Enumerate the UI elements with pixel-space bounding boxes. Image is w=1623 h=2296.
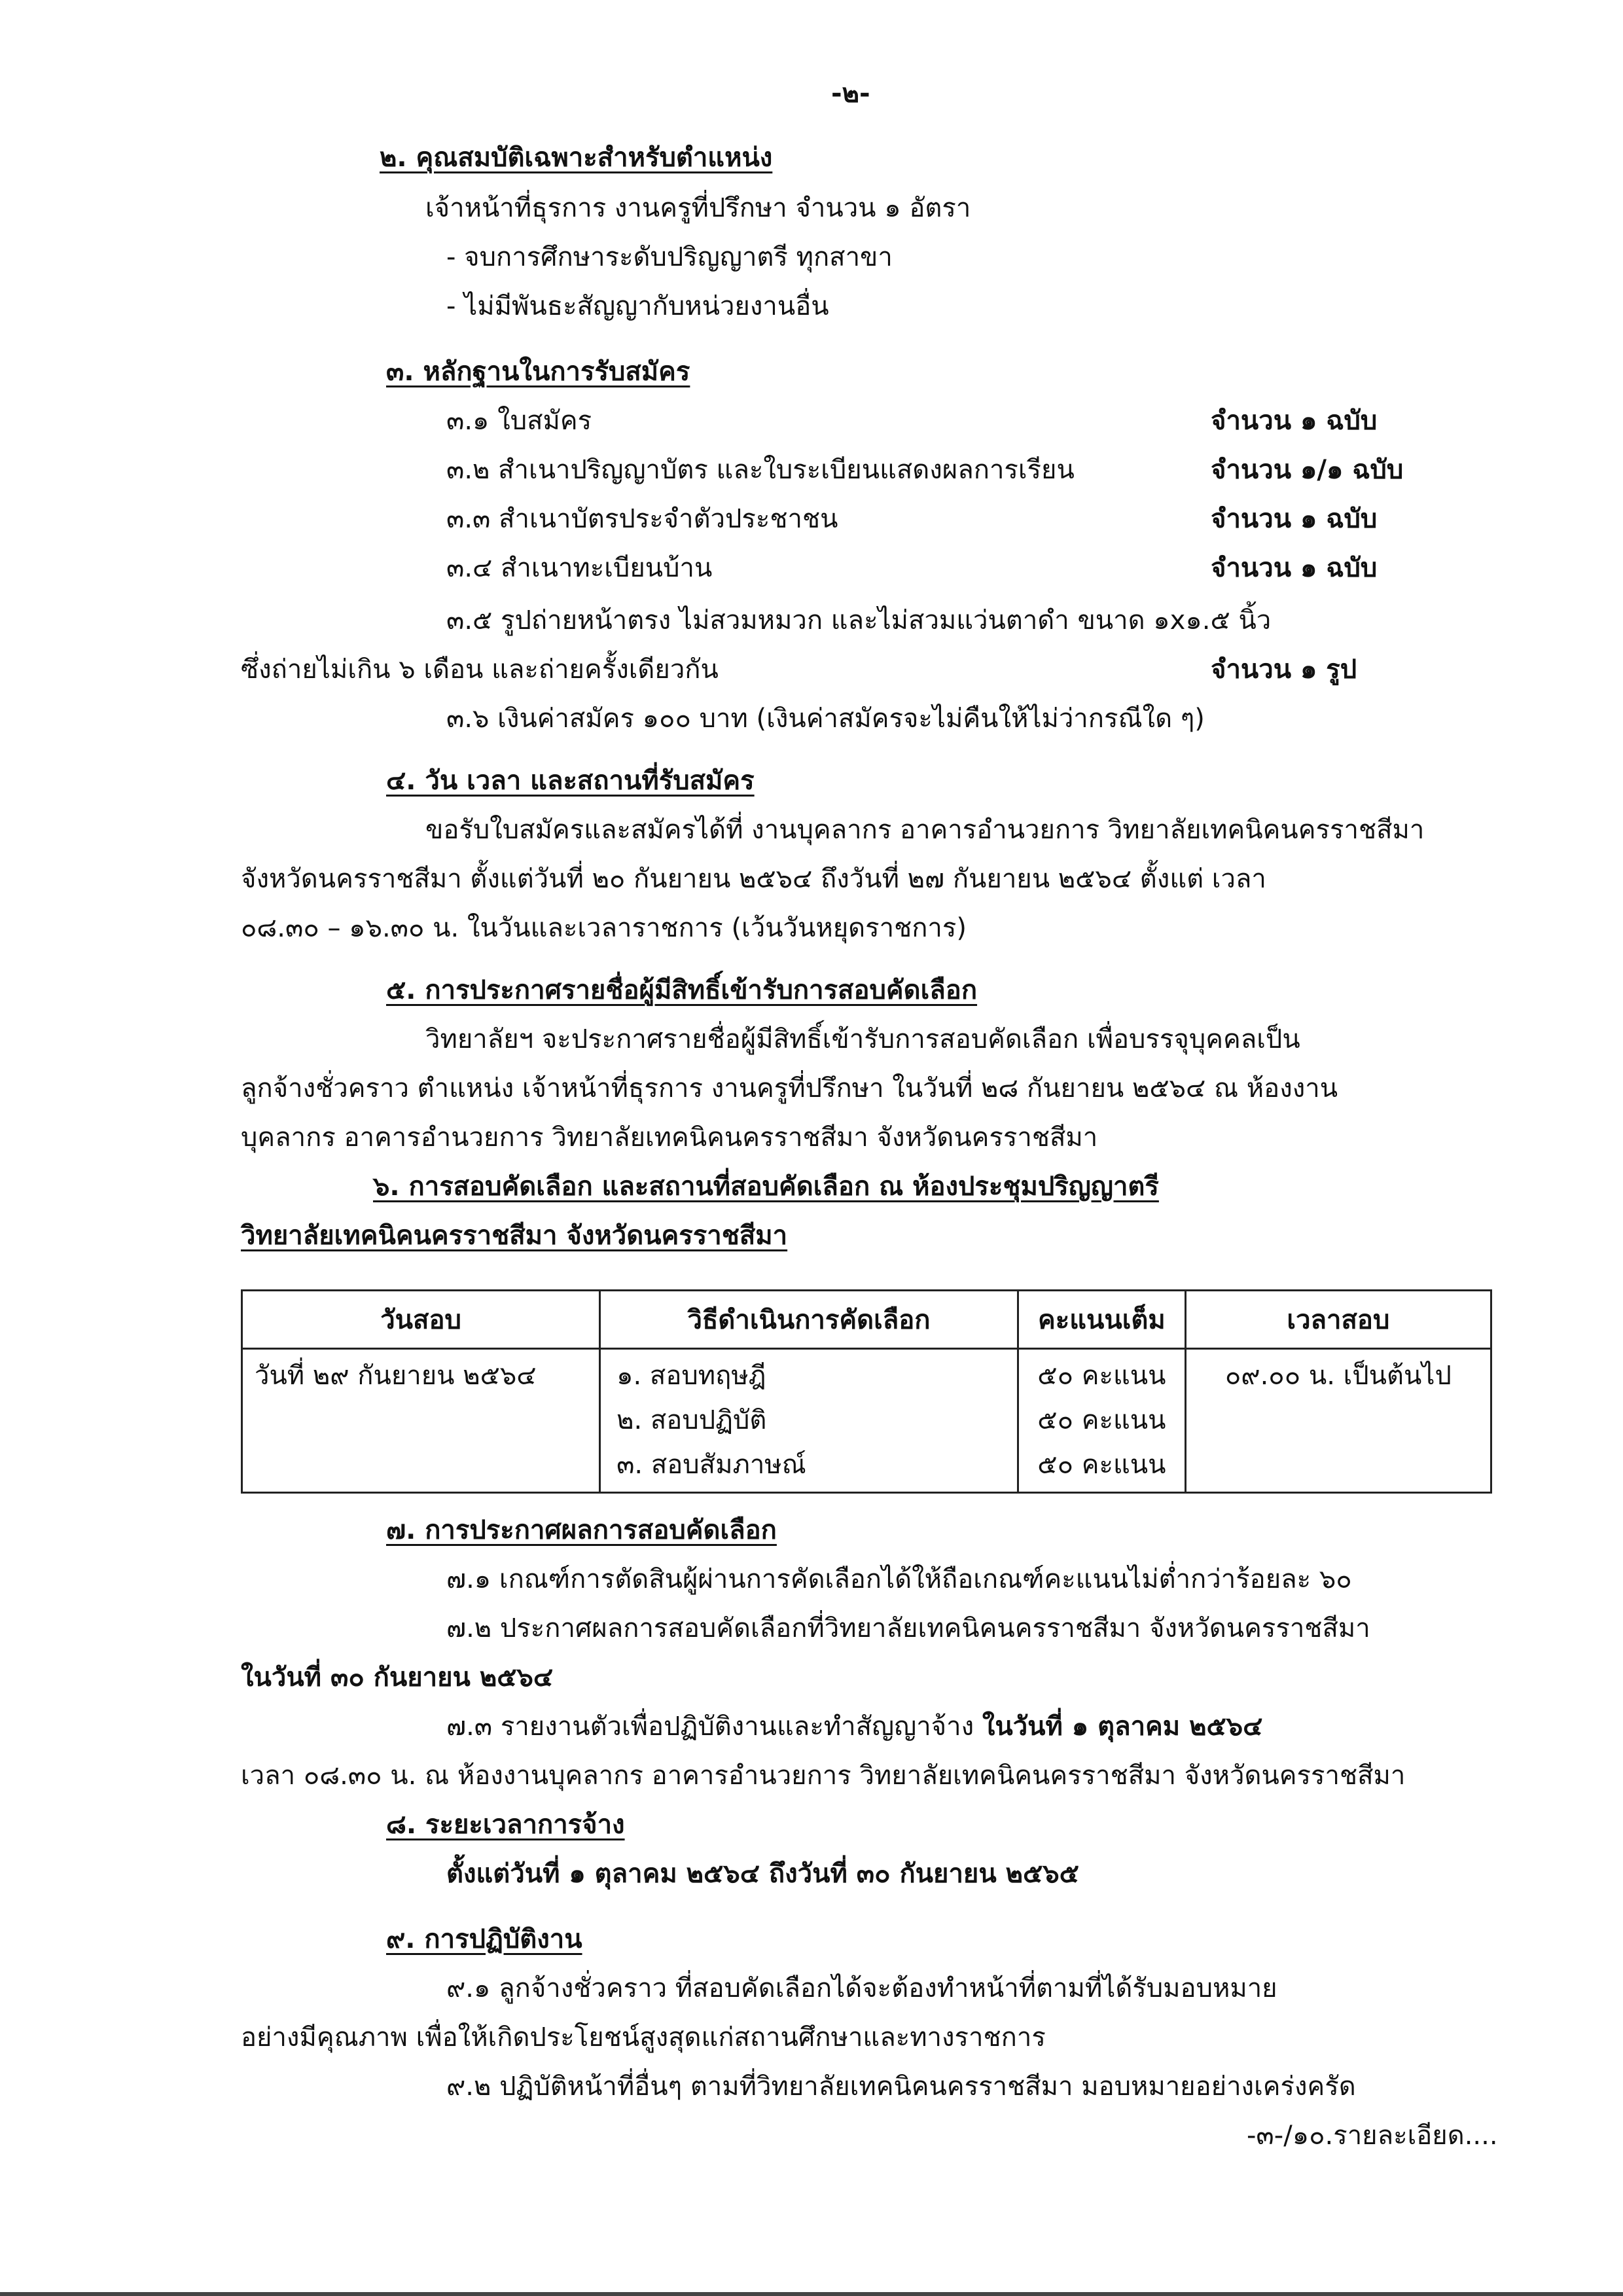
method-2: ๒. สอบปฏิบัติ xyxy=(616,1405,767,1435)
header-exam-date: วันสอบ xyxy=(242,1291,600,1349)
section-2-position: เจ้าหน้าที่ธุรการ งานครูที่ปรึกษา จำนวน ๑ อัตรา xyxy=(425,193,971,223)
section-7-item-3-date: ในวันที่ ๑ ตุลาคม ๒๕๖๔ xyxy=(982,1712,1263,1742)
exam-time: ๐๙.๐๐ น. เป็นต้นไป xyxy=(1224,1361,1452,1391)
scores-cell xyxy=(1018,1349,1185,1493)
scan-edge xyxy=(0,2292,1623,2296)
section-2-requirement-1: - จบการศึกษาระดับปริญญาตรี ทุกสาขา xyxy=(446,242,893,272)
doc-item-3-2-count: จำนวน ๑/๑ ฉบับ xyxy=(1211,455,1404,485)
doc-item-3-3: ๓.๓ สำเนาบัตรประจำตัวประชาชน xyxy=(446,504,838,534)
table-row xyxy=(242,1349,1491,1493)
section-7-item-3-line-1 xyxy=(446,1712,1262,1742)
exam-date: วันที่ ๒๙ กันยายน ๒๕๖๔ xyxy=(255,1361,537,1391)
section-6-venue: วิทยาลัยเทคนิคนครราชสีมา จังหวัดนครราชสีมา xyxy=(241,1221,788,1251)
section-7-item-3-text: ๗.๓ รายงานตัวเพื่อปฏิบัติงานและทำสัญญาจ้าง xyxy=(446,1712,974,1742)
section-3-heading: ๓. หลักฐานในการรับสมัคร xyxy=(386,357,690,387)
exam-time-cell xyxy=(1185,1349,1491,1493)
section-2-heading: ๒. คุณสมบัติเฉพาะสำหรับตำแหน่ง xyxy=(380,143,773,173)
section-9-item-1-line-1: ๙.๑ ลูกจ้างชั่วคราว ที่สอบคัดเลือกได้จะต้องทำหน้าที่ตามที่ได้รับมอบหมาย xyxy=(446,1973,1277,2003)
section-5-line-3: บุคลากร อาคารอำนวยการ วิทยาลัยเทคนิคนครราชสีมา จังหวัดนครราชสีมา xyxy=(241,1122,1098,1153)
section-4-line-1: ขอรับใบสมัครและสมัครได้ที่ งานบุคลากร อาคารอำนวยการ วิทยาลัยเทคนิคนครราชสีมา xyxy=(425,815,1425,845)
section-5-line-2: ลูกจ้างชั่วคราว ตำแหน่ง เจ้าหน้าที่ธุรการ งานครูที่ปรึกษา ในวันที่ ๒๘ กันยายน ๒๕๖๔ ณ ห้องงาน xyxy=(241,1073,1338,1103)
exam-schedule-table xyxy=(241,1289,1492,1494)
doc-item-3-1-count: จำนวน ๑ ฉบับ xyxy=(1211,406,1378,436)
section-6-heading: ๖. การสอบคัดเลือก และสถานที่สอบคัดเลือก ณ ห้องประชุมปริญญาตรี xyxy=(373,1172,1159,1202)
doc-item-3-2: ๓.๒ สำเนาปริญญาบัตร และใบระเบียนแสดงผลการเรียน xyxy=(446,455,1075,485)
exam-date-cell xyxy=(242,1349,600,1493)
section-9-heading: ๙. การปฏิบัติงาน xyxy=(386,1924,582,1954)
method-1: ๑. สอบทฤษฎี xyxy=(616,1361,766,1391)
section-2-requirement-2: - ไม่มีพันธะสัญญากับหน่วยงานอื่น xyxy=(446,291,829,321)
continue-note: -๓-/๑๐.รายละเอียด.... xyxy=(1247,2121,1498,2151)
doc-item-3-4-count: จำนวน ๑ ฉบับ xyxy=(1211,553,1378,583)
table-header-row xyxy=(242,1291,1491,1349)
section-7-item-1: ๗.๑ เกณฑ์การตัดสินผู้ผ่านการคัดเลือกได้ให้ถือเกณฑ์คะแนนไม่ต่ำกว่าร้อยละ ๖๐ xyxy=(446,1564,1352,1594)
section-7-item-2-line-1: ๗.๒ ประกาศผลการสอบคัดเลือกที่วิทยาลัยเทคนิคนครราชสีมา จังหวัดนครราชสีมา xyxy=(446,1613,1370,1643)
doc-item-3-5-line-2: ซึ่งถ่ายไม่เกิน ๖ เดือน และถ่ายครั้งเดียวกัน xyxy=(241,655,719,685)
score-1: ๕๐ คะแนน xyxy=(1037,1361,1166,1391)
section-7-item-2-date: ในวันที่ ๓๐ กันยายน ๒๕๖๔ xyxy=(241,1662,554,1693)
header-exam-time: เวลาสอบ xyxy=(1185,1291,1491,1349)
doc-item-3-6: ๓.๖ เงินค่าสมัคร ๑๐๐ บาท (เงินค่าสมัครจะไม่คืนให้ไม่ว่ากรณีใด ๆ) xyxy=(446,704,1205,734)
page-number: -๒- xyxy=(831,79,870,109)
doc-item-3-4: ๓.๔ สำเนาทะเบียนบ้าน xyxy=(446,553,713,583)
section-7-heading: ๗. การประกาศผลการสอบคัดเลือก xyxy=(386,1515,777,1545)
section-7-item-3-line-2: เวลา ๐๘.๓๐ น. ณ ห้องงานบุคลากร อาคารอำนวยการ วิทยาลัยเทคนิคนครราชสีมา จังหวัดนครราชสีมา xyxy=(241,1761,1406,1791)
section-4-line-3: ๐๘.๓๐ – ๑๖.๓๐ น. ในวันและเวลาราชการ (เว้นวันหยุดราชการ) xyxy=(241,913,967,943)
section-5-heading: ๕. การประกาศรายชื่อผู้มีสิทธิ์เข้ารับการสอบคัดเลือก xyxy=(386,975,978,1005)
section-9-item-1-line-2: อย่างมีคุณภาพ เพื่อให้เกิดประโยชน์สูงสุดแก่สถานศึกษาและทางราชการ xyxy=(241,2022,1046,2053)
section-4-line-2: จังหวัดนครราชสีมา ตั้งแต่วันที่ ๒๐ กันยายน ๒๕๖๔ ถึงวันที่ ๒๗ กันยายน ๒๕๖๔ ตั้งแต่ เวลา xyxy=(241,864,1266,894)
section-8-heading: ๘. ระยะเวลาการจ้าง xyxy=(386,1810,625,1840)
section-9-item-2: ๙.๒ ปฏิบัติหน้าที่อื่นๆ ตามที่วิทยาลัยเทคนิคนครราชสีมา มอบหมายอย่างเคร่งครัด xyxy=(446,2072,1356,2102)
method-3: ๓. สอบสัมภาษณ์ xyxy=(616,1450,806,1480)
doc-item-3-3-count: จำนวน ๑ ฉบับ xyxy=(1211,504,1378,534)
doc-item-3-5-line-1: ๓.๕ รูปถ่ายหน้าตรง ไม่สวมหมวก และไม่สวมแว่นตาดำ ขนาด ๑x๑.๕ นิ้ว xyxy=(446,605,1272,636)
doc-item-3-1: ๓.๑ ใบสมัคร xyxy=(446,406,592,436)
section-8-period: ตั้งแต่วันที่ ๑ ตุลาคม ๒๕๖๔ ถึงวันที่ ๓๐ กันยายน ๒๕๖๕ xyxy=(446,1859,1079,1889)
section-4-heading: ๔. วัน เวลา และสถานที่รับสมัคร xyxy=(386,766,755,796)
score-3: ๕๐ คะแนน xyxy=(1037,1450,1166,1480)
section-5-line-1: วิทยาลัยฯ จะประกาศรายชื่อผู้มีสิทธิ์เข้ารับการสอบคัดเลือก เพื่อบรรจุบุคคลเป็น xyxy=(425,1024,1300,1054)
header-full-score: คะแนนเต็ม xyxy=(1018,1291,1185,1349)
methods-cell xyxy=(600,1349,1018,1493)
score-2: ๕๐ คะแนน xyxy=(1037,1405,1166,1435)
header-selection-method: วิธีดำเนินการคัดเลือก xyxy=(600,1291,1018,1349)
doc-item-3-5-count: จำนวน ๑ รูป xyxy=(1211,655,1357,685)
